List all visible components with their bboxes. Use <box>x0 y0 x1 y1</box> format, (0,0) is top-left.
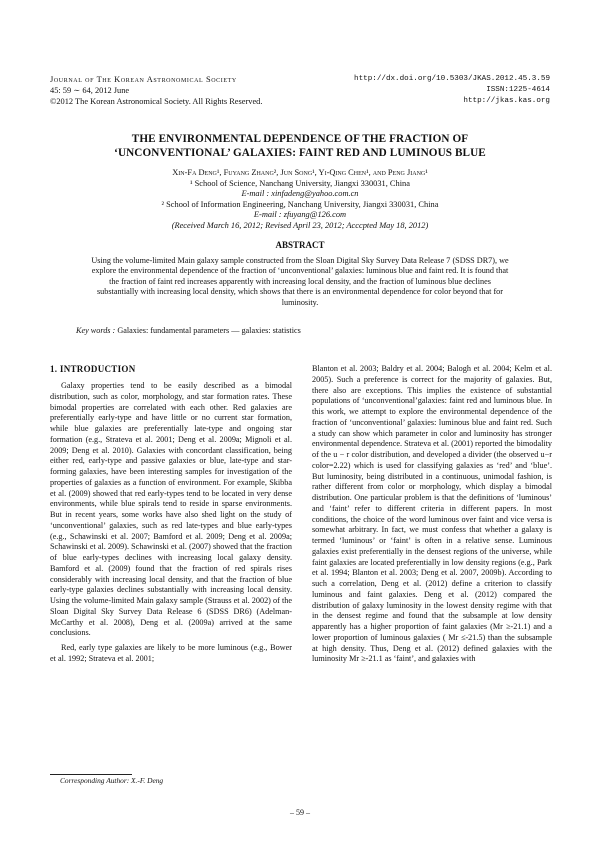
footnote-rule <box>50 774 132 775</box>
section-heading-introduction: 1. INTRODUCTION <box>50 364 136 374</box>
affiliation-2: ² School of Information Engineering, Nanchang University, Jiangxi 330031, China <box>161 199 439 209</box>
doi-link[interactable]: http://dx.doi.org/10.5303/JKAS.2012.45.3.59 <box>354 75 550 83</box>
title-line-1: THE ENVIRONMENTAL DEPENDENCE OF THE FRACTION OF <box>131 133 469 145</box>
page-number: – 59 – <box>290 808 310 817</box>
issn: ISSN:1225-4614 <box>486 86 550 94</box>
affiliation-1: ¹ School of Science, Nanchang University, Jiangxi 330031, China <box>190 178 410 188</box>
left-column <box>50 381 292 665</box>
paragraph: Galaxy properties tend to be easily described as a bimodal distribution, such as color, morphology, and star formation rates. These bimodal properties are correlated with each other. Red galaxies are preferentially early-type and have little or no current star formation, while blue galaxies are preferentially late-type and ongoing star formation (e.g., Strateva et al. 2001; Deng et al. 2009a; Mignoli et al. 2009; Deng et al. 2010). Galaxies with concordant classification, being either red, early-type and passive galaxies or blue, late-type and star-forming galaxies, have been interesting samples for investigation of the properties of galaxies as a function of environment. For example, Skibba et al. (2009) showed that red early-types tend to be located in very dense environments, while blue spirals tend to reside in sparse environments. But in recent years, some works have also shed light on the study of ‘unconventional’ galaxies, such as red late-types and blue early-types (e.g., Schawinski et al. 2007; Bamford et al. 2009; Deng et al. 2009a; Schawinski et al. 2009). Schawinski et al. (2007) showed that the fraction of blue early-types declines with increasing local galaxy density. Bamford et al. (2009) found that the fraction of red spirals rises considerably with increasing local density, and that the fraction of blue early-type galaxies declines substantially with increasing local density. Using the volume-limited Main galaxy sample (Strauss et al. 2002) of the Sloan Digital Sky Survey Data Release 6 (SDSS DR6) (Adelman-McCarthy et al. 2008), Deng et al. (2009a) arrived at the same conclusions. <box>50 381 292 638</box>
paragraph: Blanton et al. 2003; Baldry et al. 2004; Balogh et al. 2004; Kelm et al. 2005). Such a preference is correct for the majority of galaxies. But, there also are exceptions. This implies the existence of substantial populations of ‘unconventional’galaxies: faint red and luminous blue. In this work, we attempt to explore the environmental dependence of the fraction of ‘unconventional’ galaxies: luminous blue and faint red. Such a study can show which parameter in color and luminosity has stronger environmental dependence. Strateva et al. (2001) reported the bimodality of the u − r color distribution, and developed a divider (the observed u−r color=2.22) which is used for classifying galaxies as ‘red’ and ‘blue’. But luminosity, being distributed in a continuous, unimodal fashion, is rather different from color or morphology, which display a bimodal distribution. One particular problem is that the definitions of ‘luminous’ and ‘faint’ refer to different criteria in different papers. In most conditions, the choice of the word luminous over faint and vice versa is somewhat arbitrary. In fact, we must confess that whether a galaxy is termed ‘luminous’ or ‘faint’ is often in a relative sense. Luminous galaxies exist preferentially in the densest regions of the universe, while faint galaxies are located preferentially in low density regions (e.g., Park et al. 1994; Blanton et al. 2003; Deng et al. 2007, 2009b). According to such a correlation, Deng et al. (2012) define a criterion to classify luminous and faint galaxies. Deng et al. (2012) compared the distribution of galaxy luminosity in the lowest density regime with that in the densest regime and found that the subsample at low density apparently has a higher proportion of faint galaxies (Mr ≥-21.1) and a lower proportion of luminous galaxies ( Mr ≤-21.5) than the subsample at high density. Thus, Deng et al. (2012) defined galaxies with the luminosity Mr ≥-21.1 as ‘faint’, and galaxies with <box>312 364 552 664</box>
keywords-label: Key words : <box>76 326 116 335</box>
keywords-text: Galaxies: fundamental parameters — galaxies: statistics <box>117 326 301 335</box>
title-line-2: ‘UNCONVENTIONAL’ GALAXIES: FAINT RED AND LUMINOUS BLUE <box>114 147 486 159</box>
author-block <box>60 168 540 232</box>
publication-info <box>354 74 550 107</box>
copyright-line: ©2012 The Korean Astronomical Society. All Rights Reserved. <box>50 97 263 106</box>
journal-header <box>50 74 262 107</box>
keywords <box>76 326 536 335</box>
received-dates: (Received March 16, 2012; Revised April 23, 2012; Acccpted May 18, 2012) <box>171 220 429 230</box>
author-list: Xin-Fa Deng¹, Fuyang Zhang², Jun Song¹, Yi-Qing Chen¹, and Peng Jiang¹ <box>172 168 428 177</box>
paragraph: Red, early type galaxies are likely to be more luminous (e.g., Bower et al. 1992; Strateva et al. 2001; <box>50 643 292 663</box>
right-column <box>312 364 552 665</box>
abstract-text: Using the volume-limited Main galaxy sample constructed from the Sloan Digital Sky Survey Data Release 7 (SDSS DR7), we explore the environmental dependence of the fraction of ‘unconventional’ galaxies: luminous blue and faint red. It is found that the fraction of faint red increases apparently with increasing local density, and the fraction of luminous blue declines substantially with increasing local density, which shows that there is an environmental dependence for color beyond that for luminosity. <box>91 256 509 307</box>
abstract-heading: ABSTRACT <box>275 240 325 250</box>
volume-line: 45: 59 ∼ 64, 2012 June <box>50 86 130 95</box>
journal-name: Journal of The Korean Astronomical Society <box>50 75 237 84</box>
journal-url[interactable]: http://jkas.kas.org <box>463 97 550 105</box>
email-2: E-mail : zfuyang@126.com <box>253 210 347 220</box>
paper-title <box>60 132 540 160</box>
footnote: Corresponding Author: X.-F. Deng <box>60 776 164 785</box>
email-1: E-mail : xinfadeng@yahoo.com.cn <box>241 189 359 199</box>
